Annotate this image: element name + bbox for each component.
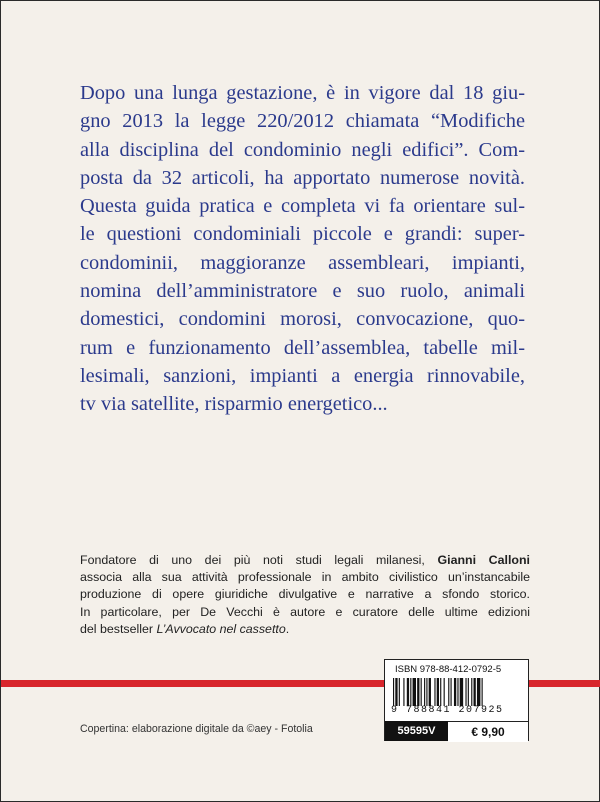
barcode-stripe <box>393 678 394 706</box>
bio-text: Fondatore di uno dei più noti studi legali milanesi, <box>80 553 438 567</box>
blurb-line: gno 2013 la legge 220/2012 chiamata “Modifiche <box>80 110 525 133</box>
barcode-stripe <box>482 678 483 706</box>
price-label: € 9,90 <box>448 721 528 742</box>
barcode-stripe <box>434 678 435 706</box>
book-title: L’Avvocato nel cassetto <box>156 621 286 636</box>
barcode-stripe <box>429 678 431 706</box>
barcode-stripe <box>395 678 397 706</box>
barcode-stripe <box>403 678 404 706</box>
cover-credit: Copertina: elaborazione digitale da ©aey - Fotolia <box>80 723 313 735</box>
barcode-stripe <box>399 678 400 706</box>
barcode-stripe <box>417 678 419 706</box>
barcode-stripe <box>465 678 466 706</box>
blurb-line: alla disciplina del condominio negli edifici”. Com- <box>80 138 525 161</box>
barcode-stripe <box>460 678 463 706</box>
barcode-stripe <box>477 678 480 706</box>
barcode-stripe <box>444 678 445 706</box>
author-name: Gianni Calloni <box>437 553 530 567</box>
barcode-stripe <box>421 678 422 706</box>
blurb-line: rum e funzionamento dell’assemblea, tabelle mil- <box>80 336 525 359</box>
product-code: 59595V <box>385 721 448 741</box>
barcode-stripe <box>448 678 449 706</box>
isbn-label: ISBN 978-88-412-0792-5 <box>395 664 502 675</box>
bio-line: associa alla sua attività professionale in ambito civilistico un’instancabile <box>80 570 530 585</box>
barcode-stripe <box>424 678 425 706</box>
barcode-stripe <box>474 678 476 706</box>
barcode-stripe <box>471 678 472 706</box>
barcode-stripe <box>468 678 469 706</box>
bio-text: . <box>285 621 290 636</box>
blurb-text <box>80 79 525 419</box>
blurb-line: domestici, condomini morosi, convocazione, quo- <box>80 308 525 331</box>
author-bio <box>80 552 530 638</box>
barcode-stripe <box>410 678 411 706</box>
barcode-stripe <box>454 678 456 706</box>
barcode-stripe <box>437 678 439 706</box>
barcode-image <box>391 678 523 706</box>
bio-text: del bestseller <box>80 621 157 636</box>
barcode-stripe <box>451 678 452 706</box>
barcode-stripe <box>407 678 409 706</box>
barcode-digits: 9 788841 207925 <box>391 705 504 716</box>
blurb-line: Questa guida pratica e completa vi fa orientare sul- <box>80 195 525 218</box>
barcode-stripe <box>440 678 441 706</box>
blurb-line: posta da 32 articoli, ha apportato numerose novità. <box>80 166 525 189</box>
blurb-line: tv via satellite, risparmio energetico... <box>80 393 388 416</box>
blurb-line: lesimali, sanzioni, impianti a energia rinnovabile, <box>80 364 525 387</box>
barcode-stripe <box>413 678 416 706</box>
bio-line: produzione di opere giuridiche divulgative e narrative a sfondo storico. <box>80 587 530 602</box>
barcode-stripe <box>426 678 427 706</box>
bio-line: In particolare, per De Vecchi è autore e curatore delle ultime edizioni <box>80 604 530 619</box>
bio-line <box>80 621 530 638</box>
barcode-stripe <box>457 678 458 706</box>
barcode-panel <box>384 659 529 741</box>
bio-line <box>80 552 530 569</box>
blurb-line: Dopo una lunga gestazione, è in vigore dal 18 giu- <box>80 82 525 104</box>
blurb-line: nomina dell’amministratore e suo ruolo, animali <box>80 280 525 303</box>
blurb-line: condominii, maggioranze assembleari, impianti, <box>80 251 525 274</box>
blurb-line: le questioni condominiali piccole e grandi: super- <box>80 223 525 246</box>
